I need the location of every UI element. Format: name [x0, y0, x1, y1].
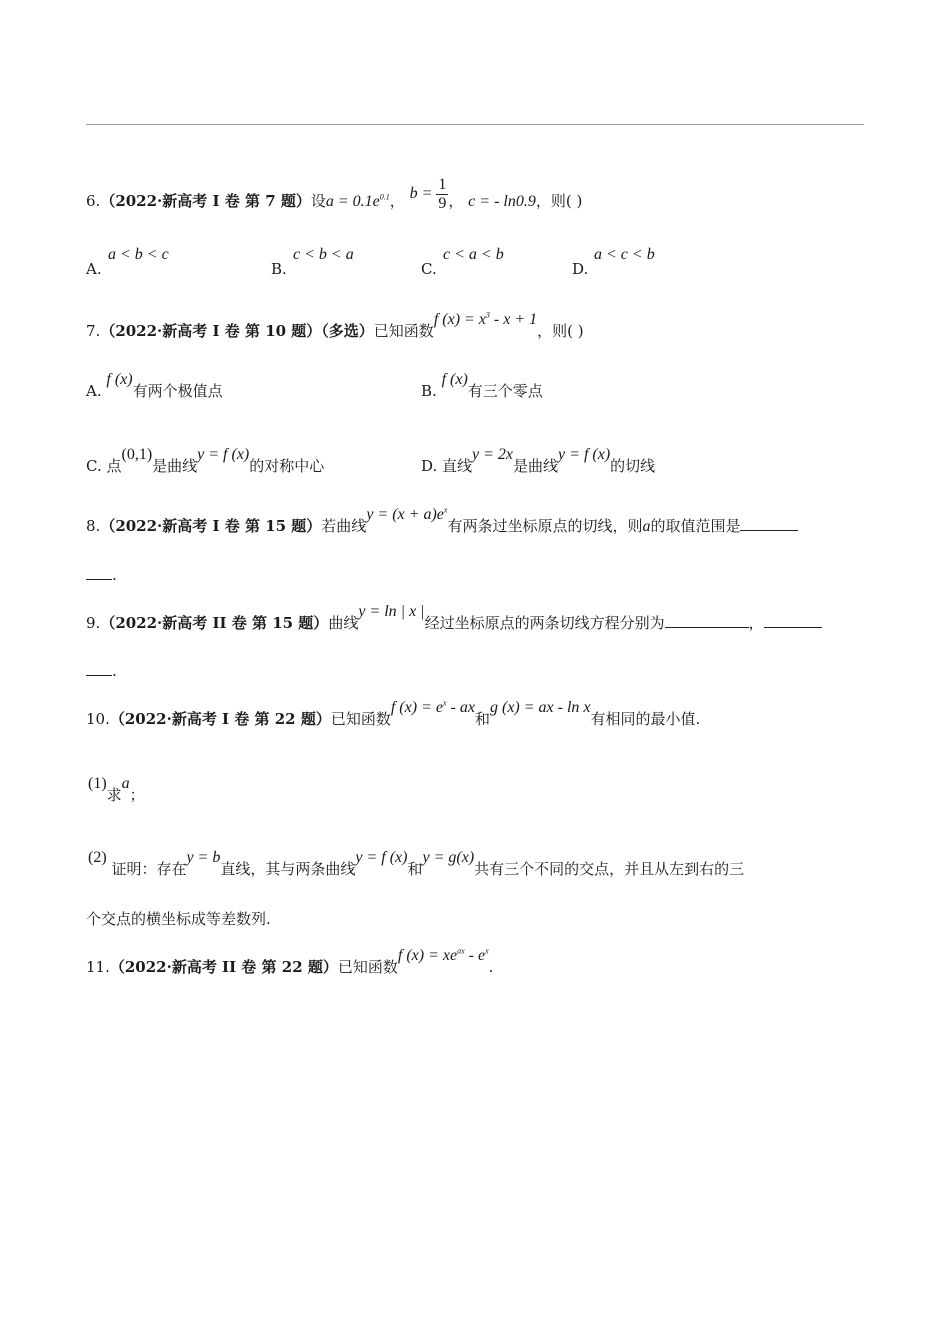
math-g: g (x) = ax - ln x — [489, 699, 591, 716]
math-c: c = - ln0.9 — [468, 193, 536, 211]
question-text: 设 — [310, 192, 326, 211]
math-f: f $(x) = xe^{ax} - e^x$ — [397, 946, 489, 964]
option-d[interactable]: a < c < b D. — [572, 246, 655, 278]
math-b: b = $\frac{1}{9}$ — [409, 176, 447, 212]
answer-blank[interactable] — [86, 663, 112, 676]
question-7: 7.（2022·新高考 I 卷 第 10 题）（多选）已知函数f $(x) = x^3 - x + 1$，则( ) — [86, 310, 584, 340]
question-source: （2022·新高考 I 卷 第 15 题） — [100, 517, 322, 535]
part-2: (2) 证明：存在y = b直线，其与两条曲线y = f (x)和y = g(x)共有三个不同的交点，并且从左到右的三 — [88, 849, 745, 878]
math-curve: y = ln | x | — [358, 603, 425, 620]
question-text: ，则( ) — [535, 192, 583, 211]
question-source: （2022·新高考 II 卷 第 22 题） — [109, 958, 338, 976]
question-number: 6. — [86, 192, 101, 211]
math-f: f $(x) = e^x$ - ax — [390, 698, 475, 716]
answer-blank[interactable] — [665, 615, 749, 628]
option-b[interactable]: c < b < a B. — [271, 246, 354, 278]
question-8: 8.（2022·新高考 I 卷 第 15 题）若曲线$y = (x + a)e^x$有两条过坐标原点的切线，则a的取值范围是 — [86, 515, 798, 536]
math-a: $a = 0.1e^{0.1}$ — [325, 192, 390, 211]
option-c[interactable]: c < a < b C. — [421, 246, 504, 278]
part-2-cont: 个交点的横坐标成等差数列. — [86, 910, 271, 928]
question-9: 9.（2022·新高考 II 卷 第 15 题）曲线y = ln | x |经过坐标原点的两条切线方程分别为 ， — [86, 612, 822, 633]
question-6: 6.（2022·新高考 I 卷 第 7 题）设$a = 0.1e^{0.1}$， b = $\frac{1}{9}$ ， c = - ln0.9，则( ) — [86, 176, 583, 212]
question-source: （2022·新高考 I 卷 第 22 题） — [109, 710, 331, 728]
answer-blank[interactable] — [740, 518, 798, 531]
option-b[interactable]: B. f (x)有三个零点 — [421, 371, 543, 400]
option-c[interactable]: C. 点(0,1)是曲线y = f (x)的对称中心 — [86, 446, 325, 475]
question-source: （2022·新高考 II 卷 第 15 题） — [100, 614, 329, 632]
question-9-cont: . — [86, 662, 117, 680]
question-11: 11.（2022·新高考 II 卷 第 22 题）已知函数f $(x) = xe^{ax} - e^x$. — [86, 946, 494, 976]
question-10: 10.（2022·新高考 I 卷 第 22 题）已知函数f $(x) = e^x$ - ax和g (x) = ax - ln x有相同的最小值. — [86, 698, 701, 728]
math-f: f $(x) = x^3 - x + 1$ — [433, 310, 538, 328]
part-1: (1)求a； — [88, 775, 145, 804]
option-a[interactable]: A. f (x)有两个极值点 — [86, 371, 223, 400]
answer-blank[interactable] — [764, 615, 822, 628]
option-d[interactable]: D. 直线y = 2x是曲线y = f (x)的切线 — [421, 446, 656, 475]
math-curve: $y = (x + a)e^x$ — [366, 505, 448, 523]
option-a[interactable]: a < b < c A. — [86, 246, 169, 278]
header-rule — [86, 124, 864, 125]
question-8-cont: . — [86, 566, 117, 584]
question-source: （2022·新高考 I 卷 第 7 题） — [100, 192, 311, 211]
answer-blank[interactable] — [86, 567, 112, 580]
question-source: （2022·新高考 I 卷 第 10 题）（多选） — [100, 322, 374, 340]
